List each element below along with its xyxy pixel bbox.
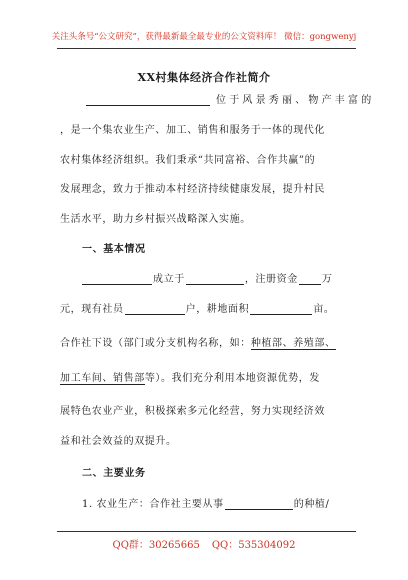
blank-org-name (82, 273, 152, 285)
departments-text: 等）。我们充分利用本地资源优势，发 (144, 373, 321, 384)
intro-line-4: 发展理念，致力于推动本村经济持续健康发展，提升村民 (60, 184, 325, 195)
departments-intro: 合作社下设（部门或分支机构名称，如： (60, 338, 251, 349)
intro-blank-name (86, 94, 210, 106)
blank-established-date (186, 273, 244, 285)
established-label: 成立于 (153, 274, 185, 285)
intro-line-5: 生活水平，助力乡村振兴战略深入实施。 (60, 214, 251, 225)
departments-example-1: 种植部、养殖部、 (250, 338, 336, 349)
blank-members (125, 303, 185, 315)
farmland-label: 户，耕地面积 (185, 304, 250, 315)
intro-line-1 (60, 91, 375, 106)
blank-farmland (250, 303, 312, 315)
members-label: 元，现有社员 (60, 304, 124, 315)
item-1-text: 1. 农业生产：合作社主要从事 (82, 499, 224, 510)
capital-unit: 万 (321, 274, 333, 285)
footer-rule (57, 531, 356, 532)
section-1-line-2 (60, 300, 360, 315)
section-1-line-4 (60, 369, 360, 384)
intro-line-1-text: 位于风景秀丽、物产丰富的 (216, 95, 375, 106)
farmland-unit: 亩。 (313, 304, 335, 315)
intro-line-2: ，是一个集农业生产、加工、销售和服务于一体的现代化 (60, 125, 325, 136)
section-2-item-1 (82, 495, 382, 510)
footer (0, 536, 408, 551)
section-1-heading: 一、基本情况 (82, 244, 146, 255)
blank-capital (299, 273, 321, 285)
blank-crop (225, 498, 293, 510)
footer-qq-group: QQ群：30265665 (112, 540, 200, 551)
section-1-line-6: 益和社会效益的双提升。 (60, 436, 177, 447)
section-1-line-3 (60, 334, 360, 349)
footer-qq: QQ：535304092 (211, 540, 296, 551)
section-1-line-5: 展特色农业产业，积极探索多元化经营，努力实现经济效 (60, 406, 325, 417)
header-rule (57, 48, 356, 49)
intro-line-3: 农村集体经济组织。我们秉承“共同富裕、合作共赢”的 (60, 155, 316, 166)
item-1-suffix: 的种植/ (293, 499, 330, 510)
header-note: 关注头条号“公文研究”，获得最新最全最专业的公文资料库！ 微信：gongwenyj (51, 32, 357, 42)
section-1-line-1 (60, 270, 360, 285)
document-title: XX村集体经济合作社简介 (137, 71, 271, 84)
departments-example-2: 加工车间、销售部 (60, 373, 145, 384)
capital-label: ，注册资金 (244, 274, 298, 285)
section-2-heading: 二、主要业务 (82, 468, 146, 479)
